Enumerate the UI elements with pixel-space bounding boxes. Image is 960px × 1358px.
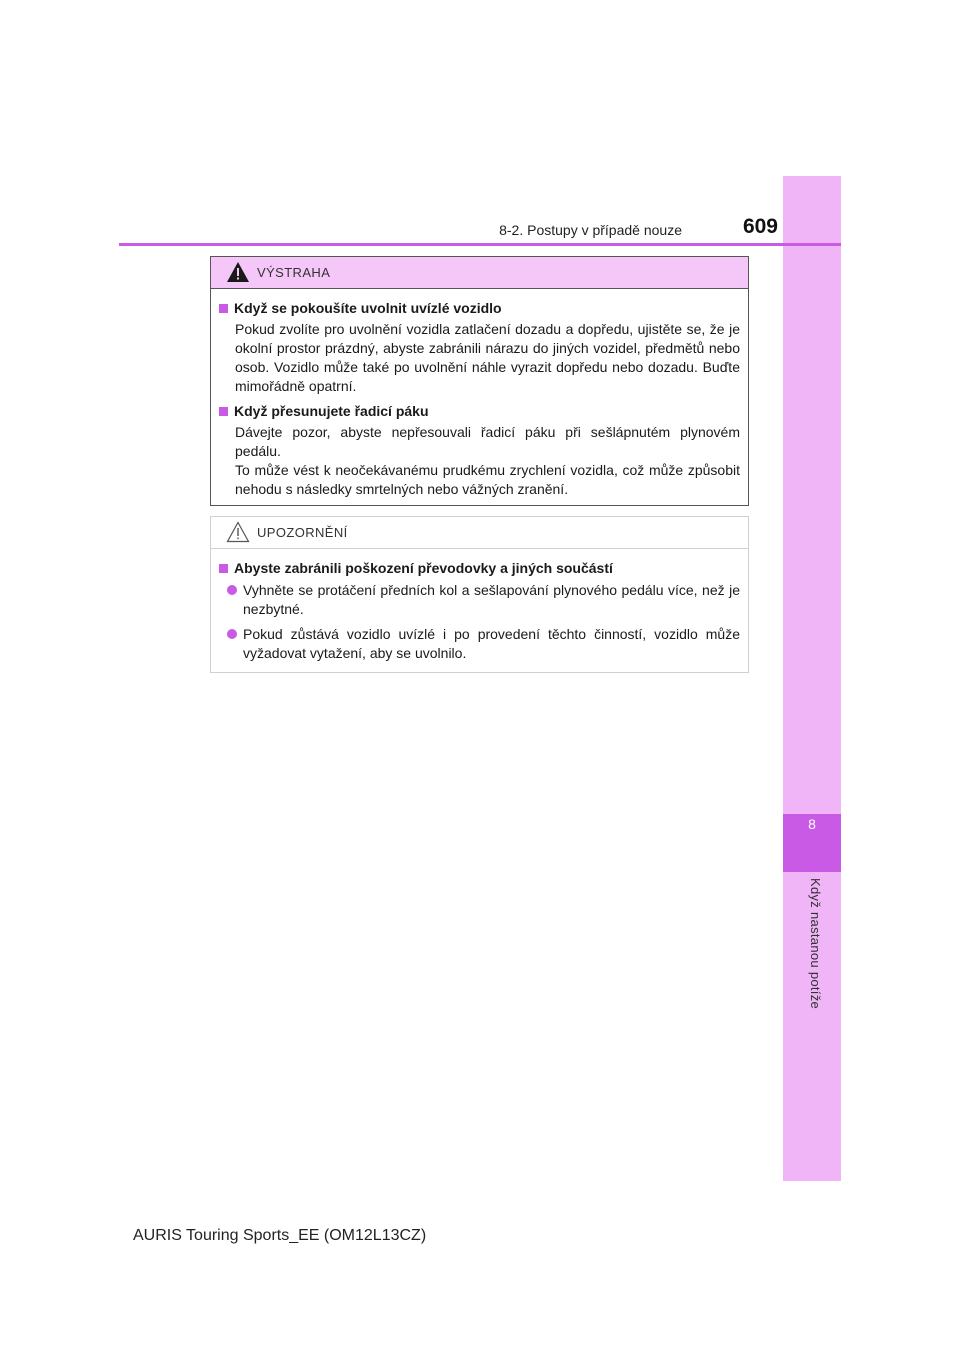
warning-triangle-icon (226, 261, 250, 283)
square-bullet-icon (219, 304, 228, 313)
warning-section-title (219, 402, 740, 421)
warning-body (211, 289, 748, 499)
warning-section-title-text: Když se pokoušíte uvolnit uvízlé vozidlo (234, 300, 502, 316)
chapter-title-vertical: Když nastanou potíže (808, 878, 823, 1010)
circle-bullet-icon (227, 585, 237, 595)
list-item (227, 581, 740, 619)
caution-label: UPOZORNĚNÍ (257, 525, 348, 540)
circle-bullet-icon (227, 629, 237, 639)
square-bullet-icon (219, 407, 228, 416)
warning-section-title-text: Když přesunujete řadicí páku (234, 403, 429, 419)
caution-section-title-text: Abyste zabránili poškození převodovky a jiných součástí (234, 560, 613, 576)
caution-body (211, 549, 748, 663)
header-divider (119, 243, 841, 246)
warning-paragraph: Pokud zvolíte pro uvolnění vozidla zatlačení dozadu a dopředu, ujistěte se, že je okolní prostor prázdný, abyste zabránili nárazu do jiných vozidel, předmětů nebo osob. Vozidlo může také po uvolnění náhle vyrazit dopředu nebo dozadu. Buďte mimořádně opatrní. (235, 321, 740, 394)
page-number: 609 (742, 215, 778, 238)
warning-paragraph: Dávejte pozor, abyste nepřesouvali řadicí páku při sešlápnutém plynovém pedálu. (235, 424, 740, 459)
warning-header (211, 257, 748, 289)
list-item (227, 625, 740, 663)
warning-box (210, 256, 749, 506)
caution-header (211, 517, 748, 549)
caution-triangle-icon (226, 521, 250, 543)
warning-label: VÝSTRAHA (257, 265, 331, 280)
list-item-text: Vyhněte se protáčení předních kol a sešlapování plynového pedálu více, než je nezbytné. (243, 582, 740, 617)
document-footer: AURIS Touring Sports_EE (OM12L13CZ) (133, 1227, 427, 1244)
list-item-text: Pokud zůstává vozidlo uvízlé i po provedení těchto činností, vozidlo může vyžadovat vytažení, aby se uvolnilo. (243, 626, 740, 661)
chapter-number: 8 (808, 816, 816, 832)
warning-section-title (219, 299, 740, 318)
square-bullet-icon (219, 564, 228, 573)
caution-box (210, 516, 749, 673)
warning-paragraph: To může vést k neočekávanému prudkému zrychlení vozidla, což může způsobit nehodu s následky smrtelných nebo vážných zranění. (235, 462, 740, 497)
caution-section-title (219, 559, 740, 578)
chapter-side-tab (783, 176, 841, 1181)
section-header: 8-2. Postupy v případě nouze (499, 222, 682, 238)
